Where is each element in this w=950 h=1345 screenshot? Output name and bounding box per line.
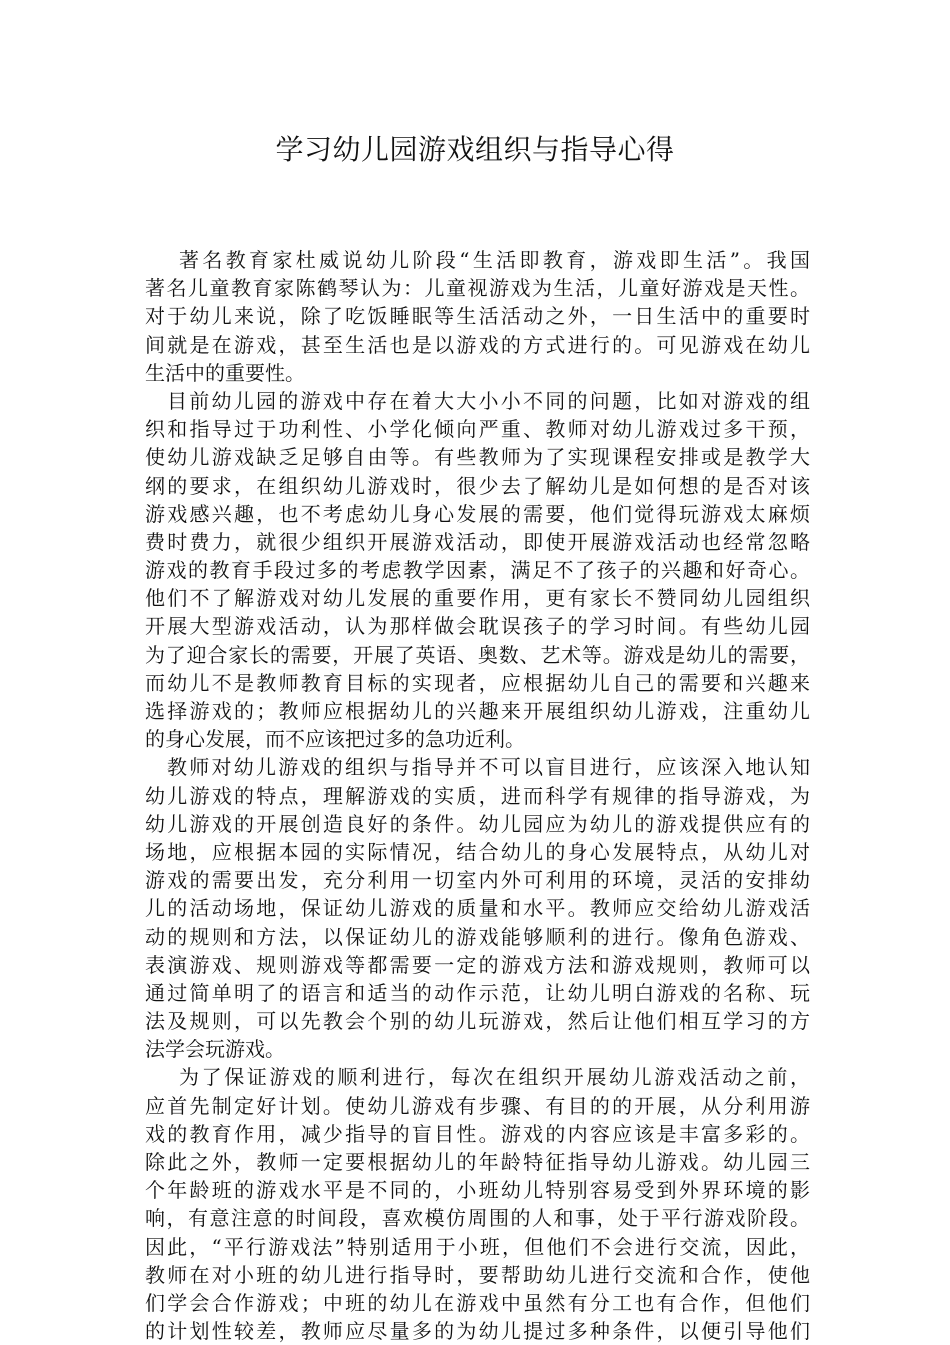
text-line: 著名儿童教育家陈鹤琴认为：儿童视游戏为生活，儿童好游戏是天性。 xyxy=(145,276,810,301)
text-line: 表演游戏、规则游戏等都需要一定的游戏方法和游戏规则，教师可以 xyxy=(145,952,810,977)
text-line: 们学会合作游戏；中班的幼儿在游戏中虽然有分工也有合作，但他们 xyxy=(145,1290,810,1315)
document-body xyxy=(145,246,810,1345)
text-line: 使幼儿游戏缺乏足够自由等。有些教师为了实现课程安排或是教学大 xyxy=(145,445,810,470)
text-line: 为了保证游戏的顺利进行，每次在组织开展幼儿游戏活动之前， xyxy=(179,1065,810,1090)
text-line: 响，有意注意的时间段，喜欢模仿周围的人和事，处于平行游戏阶段。 xyxy=(145,1206,810,1231)
text-line: 戏的教育作用，减少指导的盲目性。游戏的内容应该是丰富多彩的。 xyxy=(145,1121,810,1146)
text-line: 应首先制定好计划。使幼儿游戏有步骤、有目的的开展，从分利用游 xyxy=(145,1093,810,1118)
text-line: 纲的要求，在组织幼儿游戏时，很少去了解幼儿是如何想的是否对该 xyxy=(145,473,810,498)
text-line: 开展大型游戏活动，认为那样做会耽误孩子的学习时间。有些幼儿园 xyxy=(145,614,810,639)
text-line: 场地，应根据本园的实际情况，结合幼儿的身心发展特点，从幼儿对 xyxy=(145,839,810,864)
text-line: 费时费力，就很少组织开展游戏活动，即使开展游戏活动也经常忽略 xyxy=(145,529,810,554)
text-line: 的计划性较差，教师应尽量多的为幼儿提过多种条件，以便引导他们 xyxy=(145,1319,810,1344)
text-line: 织和指导过于功利性、小学化倾向严重、教师对幼儿游戏过多干预， xyxy=(145,417,810,442)
text-line: 著名教育家杜威说幼儿阶段“生活即教育，游戏即生活”。我国 xyxy=(179,248,810,272)
text-line: 选择游戏的；教师应根据幼儿的兴趣来开展组织幼儿游戏，注重幼儿 xyxy=(145,699,810,723)
text-line: 游戏感兴趣，也不考虑幼儿身心发展的需要，他们觉得玩游戏太麻烦 xyxy=(145,501,810,526)
text-line: 法学会玩游戏。 xyxy=(145,1037,285,1062)
text-line: 游戏的教育手段过多的考虑教学因素，满足不了孩子的兴趣和好奇心。 xyxy=(145,558,810,583)
text-line: 因此，“平行游戏法”特别适用于小班，但他们不会进行交流，因此， xyxy=(145,1234,810,1259)
text-line: 对于幼儿来说，除了吃饭睡眠等生活活动之外，一日生活中的重要时 xyxy=(145,304,810,329)
text-line: 幼儿游戏的开展创造良好的条件。幼儿园应为幼儿的游戏提供应有的 xyxy=(145,811,810,836)
text-line: 除此之外，教师一定要根据幼儿的年龄特征指导幼儿游戏。幼儿园三 xyxy=(145,1150,810,1174)
text-line: 间就是在游戏，甚至生活也是以游戏的方式进行的。可见游戏在幼儿 xyxy=(145,332,810,357)
text-line: 目前幼儿园的游戏中存在着大大小小不同的问题，比如对游戏的组 xyxy=(167,388,810,413)
text-line: 个年龄班的游戏水平是不同的，小班幼儿特别容易受到外界环境的影 xyxy=(145,1178,810,1203)
document-title: 学习幼儿园游戏组织与指导心得 xyxy=(275,133,675,166)
text-line: 而幼儿不是教师教育目标的实现者，应根据幼儿自己的需要和兴趣来 xyxy=(145,670,810,695)
text-line: 通过简单明了的语言和适当的动作示范，让幼儿明白游戏的名称、玩 xyxy=(145,980,810,1005)
text-line: 幼儿游戏的特点，理解游戏的实质，进而科学有规律的指导游戏，为 xyxy=(145,783,810,808)
text-line: 为了迎合家长的需要，开展了英语、奥数、艺术等。游戏是幼儿的需要， xyxy=(145,642,810,667)
text-line: 法及规则，可以先教会个别的幼儿玩游戏，然后让他们相互学习的方 xyxy=(145,1009,810,1034)
text-line: 游戏的需要出发，充分利用一切室内外可利用的环境，灵活的安排幼 xyxy=(145,868,810,893)
text-line: 生活中的重要性。 xyxy=(145,360,305,385)
text-line: 教师在对小班的幼儿进行指导时，要帮助幼儿进行交流和合作，使他 xyxy=(145,1262,810,1287)
text-line: 儿的活动场地，保证幼儿游戏的质量和水平。教师应交给幼儿游戏活 xyxy=(145,896,810,921)
text-line: 教师对幼儿游戏的组织与指导并不可以盲目进行，应该深入地认知 xyxy=(167,755,810,780)
text-line: 他们不了解游戏对幼儿发展的重要作用，更有家长不赞同幼儿园组织 xyxy=(145,586,810,611)
text-line: 动的规则和方法，以保证幼儿的游戏能够顺利的进行。像角色游戏、 xyxy=(145,924,810,949)
text-line: 的身心发展，而不应该把过多的急功近利。 xyxy=(145,727,525,752)
